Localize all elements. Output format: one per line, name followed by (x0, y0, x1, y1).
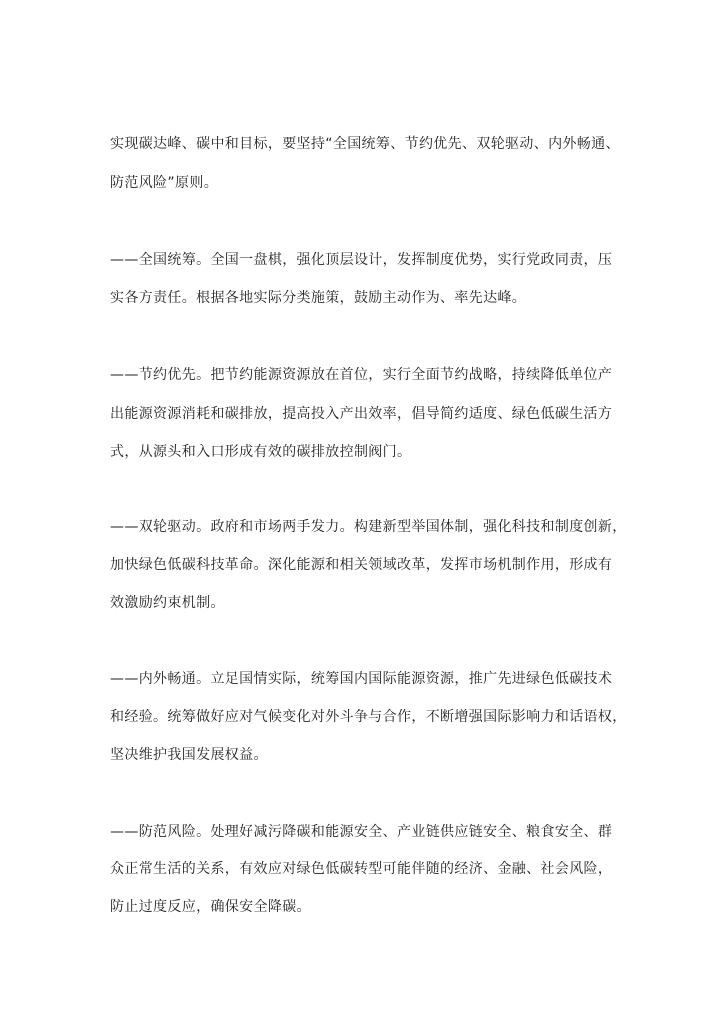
paragraph-line: 防止过度反应，确保安全降碳。 (110, 899, 311, 915)
paragraph-line: 加快绿色低碳科技革命。深化能源和相关领域改革，发挥市场机制作用，形成有 (110, 557, 613, 573)
paragraph-line: ——节约优先。把节约能源资源放在首位，实行全面节约战略，持续降低单位产 (110, 367, 613, 383)
paragraph-line: 效激励约束机制。 (110, 595, 225, 611)
paragraph-line: 式，从源头和入口形成有效的碳排放控制阀门。 (110, 444, 412, 460)
paragraph-line: 坚决维护我国发展权益。 (110, 747, 268, 763)
paragraph-line: 众正常生活的关系，有效应对绿色低碳转型可能伴随的经济、金融、社会风险， (110, 861, 613, 877)
paragraph-line: 实各方责任。根据各地实际分类施策，鼓励主动作为、率先达峰。 (110, 290, 527, 306)
intro-line: 实现碳达峰、碳中和目标，要坚持“全国统筹、节约优先、双轮驱动、内外畅通、 (110, 136, 620, 152)
paragraph-line: ——防范风险。处理好减污降碳和能源安全、产业链供应链安全、粮食安全、群 (110, 824, 613, 840)
paragraph-line: 出能源资源消耗和碳排放，提高投入产出效率，倡导简约适度、绿色低碳生活方 (110, 406, 613, 422)
paragraph-line: ——全国统筹。全国一盘棋，强化顶层设计，发挥制度优势，实行党政同责，压 (110, 252, 613, 268)
paragraph-line: 和经验。统筹做好应对气候变化对外斗争与合作，不断增强国际影响力和话语权， (110, 709, 627, 725)
paragraph-line: ——内外畅通。立足国情实际，统筹国内国际能源资源，推广先进绿色低碳技术 (110, 671, 613, 687)
paragraph-line: ——双轮驱动。政府和市场两手发力。构建新型举国体制，强化科技和制度创新， (110, 519, 627, 535)
intro-line: 防范风险”原则。 (110, 175, 219, 191)
